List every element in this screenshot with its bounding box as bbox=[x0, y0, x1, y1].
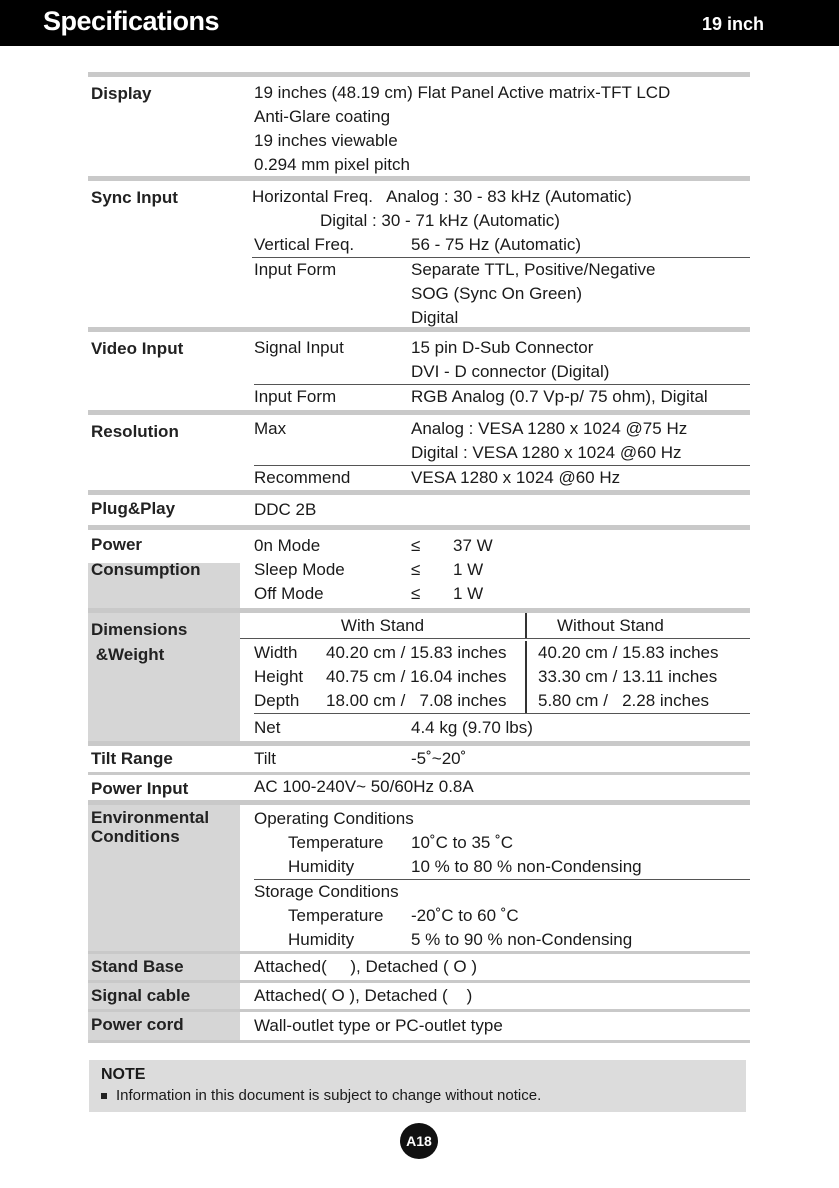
power-row bbox=[254, 534, 750, 558]
spec-row bbox=[254, 336, 750, 360]
section-resolution bbox=[88, 410, 750, 490]
page-title: Specifications bbox=[43, 6, 220, 36]
spec-value: Digital : VESA 1280 x 1024 @60 Hz bbox=[254, 441, 750, 466]
dimension-row bbox=[254, 641, 750, 665]
spec-value: VESA 1280 x 1024 @60 Hz bbox=[411, 468, 621, 487]
section-label: Signal cable bbox=[88, 983, 240, 1009]
section-label: Power cord bbox=[88, 1012, 240, 1040]
spec-value: SOG (Sync On Green) bbox=[411, 284, 582, 303]
spec-line: Digital : 30 - 71 kHz (Automatic) bbox=[320, 211, 560, 230]
power-mode: Off Mode bbox=[254, 584, 324, 603]
spec-row bbox=[254, 466, 750, 490]
section-power-cord bbox=[88, 1009, 750, 1043]
spec-line: Anti-Glare coating bbox=[254, 107, 391, 126]
spec-row bbox=[254, 831, 750, 855]
dimension-without-stand: 40.20 cm / 15.83 inches bbox=[538, 643, 719, 662]
less-equal-symbol: ≤ bbox=[411, 560, 421, 579]
spec-row bbox=[254, 747, 750, 771]
power-value: 37 W bbox=[453, 536, 493, 555]
page-header bbox=[0, 0, 839, 46]
spec-row bbox=[254, 385, 750, 409]
spec-row bbox=[252, 258, 750, 282]
spec-line: Horizontal Freq. Analog : 30 - 83 kHz (Automatic) bbox=[252, 187, 632, 206]
spec-key: Humidity bbox=[288, 857, 355, 876]
section-stand-base bbox=[88, 951, 750, 980]
spec-key: Vertical Freq. bbox=[254, 235, 355, 254]
section-label: Sync Input bbox=[88, 181, 240, 327]
dimension-row bbox=[254, 665, 750, 689]
power-row bbox=[254, 582, 750, 606]
section-sync-input bbox=[88, 176, 750, 327]
spec-line: Wall-outlet type or PC-outlet type bbox=[254, 1016, 503, 1035]
spec-value: Separate TTL, Positive/Negative bbox=[411, 260, 656, 279]
section-label: Resolution bbox=[88, 415, 240, 490]
spec-line: Attached( O ), Detached ( ) bbox=[254, 986, 473, 1005]
section-label: Power Consumption bbox=[88, 530, 240, 608]
page-number: A18 bbox=[400, 1123, 438, 1159]
note-text: Information in this document is subject to change without notice. bbox=[116, 1087, 542, 1104]
power-value: 1 W bbox=[453, 560, 484, 579]
spec-row bbox=[254, 928, 750, 952]
section-power-consumption bbox=[88, 525, 750, 608]
section-label: Stand Base bbox=[88, 954, 240, 980]
power-mode: 0n Mode bbox=[254, 536, 321, 555]
spec-key: Max bbox=[254, 419, 287, 438]
section-label: Display bbox=[88, 77, 240, 176]
power-value: 1 W bbox=[453, 584, 484, 603]
power-mode: Sleep Mode bbox=[254, 560, 345, 579]
spec-value: DVI - D connector (Digital) bbox=[254, 360, 750, 385]
dimension-with-stand: 18.00 cm / 7.08 inches bbox=[326, 689, 527, 713]
power-row bbox=[254, 558, 750, 582]
spec-value: Digital bbox=[411, 308, 459, 327]
dimension-key: Height bbox=[254, 667, 304, 686]
dimension-key: Width bbox=[254, 643, 298, 662]
spec-key: Temperature bbox=[288, 906, 384, 925]
section-signal-cable bbox=[88, 980, 750, 1009]
less-equal-symbol: ≤ bbox=[411, 536, 421, 555]
spec-row bbox=[254, 417, 750, 441]
dimension-row bbox=[254, 689, 750, 714]
section-label: Environmental Conditions bbox=[88, 805, 240, 951]
section-plug-and-play bbox=[88, 490, 750, 525]
spec-value: -20˚C to 60 ˚C bbox=[411, 906, 519, 925]
spec-key: Humidity bbox=[288, 930, 355, 949]
note-box bbox=[89, 1060, 746, 1112]
section-dimensions-weight bbox=[88, 608, 750, 741]
note-title: NOTE bbox=[101, 1066, 146, 1083]
spec-value: RGB Analog (0.7 Vp-p/ 75 ohm), Digital bbox=[411, 387, 708, 406]
spec-line: Attached( ), Detached ( O ) bbox=[254, 957, 477, 976]
spec-row bbox=[254, 904, 750, 928]
section-tilt-range bbox=[88, 741, 750, 772]
spec-key: Input Form bbox=[254, 387, 337, 406]
spec-value: 15 pin D-Sub Connector bbox=[411, 338, 594, 357]
spec-line: 0.294 mm pixel pitch bbox=[254, 155, 410, 174]
spec-line: AC 100-240V~ 50/60Hz 0.8A bbox=[254, 777, 474, 796]
spec-row bbox=[252, 233, 750, 258]
section-label: Tilt Range bbox=[88, 746, 240, 772]
section-label: Power Input bbox=[88, 775, 240, 800]
section-environmental-conditions bbox=[88, 800, 750, 951]
spec-line: Storage Conditions bbox=[254, 882, 399, 901]
note-body bbox=[101, 1087, 541, 1104]
spec-line: Operating Conditions bbox=[254, 809, 414, 828]
section-label: Video Input bbox=[88, 332, 240, 410]
dimension-with-stand: 40.20 cm / 15.83 inches bbox=[326, 641, 527, 665]
without-stand-header: Without Stand bbox=[557, 616, 664, 635]
spec-value: 10 % to 80 % non-Condensing bbox=[411, 857, 642, 876]
spec-value: Analog : VESA 1280 x 1024 @75 Hz bbox=[411, 419, 688, 438]
spec-row bbox=[254, 855, 750, 880]
spec-table bbox=[88, 72, 750, 1043]
spec-value: 10˚C to 35 ˚C bbox=[411, 833, 514, 852]
spec-key: Signal Input bbox=[254, 338, 344, 357]
section-label: Dimensions &Weight bbox=[88, 613, 240, 741]
section-video-input bbox=[88, 327, 750, 410]
with-stand-header: With Stand bbox=[240, 613, 527, 638]
spec-row bbox=[254, 716, 750, 740]
spec-value: 56 - 75 Hz (Automatic) bbox=[411, 235, 582, 254]
spec-key: Temperature bbox=[288, 833, 384, 852]
spec-key: Input Form bbox=[254, 260, 337, 279]
model-size: 19 inch bbox=[701, 14, 764, 34]
section-display bbox=[88, 72, 750, 176]
spec-line: DDC 2B bbox=[254, 500, 317, 519]
dimension-with-stand: 40.75 cm / 16.04 inches bbox=[326, 665, 527, 689]
spec-value: 4.4 kg (9.70 lbs) bbox=[411, 718, 533, 737]
dimension-key: Depth bbox=[254, 691, 300, 710]
dimension-without-stand: 5.80 cm / 2.28 inches bbox=[538, 691, 710, 710]
spec-key: Recommend bbox=[254, 468, 351, 487]
section-label: Plug&Play bbox=[88, 495, 240, 525]
less-equal-symbol: ≤ bbox=[411, 584, 421, 603]
spec-key: Tilt bbox=[254, 749, 277, 768]
section-power-input bbox=[88, 772, 750, 800]
dimensions-header bbox=[240, 613, 750, 639]
dimension-without-stand: 33.30 cm / 13.11 inches bbox=[538, 667, 718, 686]
spec-value: -5˚~20˚ bbox=[411, 749, 467, 768]
spec-line: 19 inches (48.19 cm) Flat Panel Active matrix-TFT LCD bbox=[254, 83, 671, 102]
spec-key: Net bbox=[254, 718, 281, 737]
bullet-icon bbox=[101, 1093, 107, 1099]
spec-value: 5 % to 90 % non-Condensing bbox=[411, 930, 633, 949]
spec-line: 19 inches viewable bbox=[254, 131, 398, 150]
